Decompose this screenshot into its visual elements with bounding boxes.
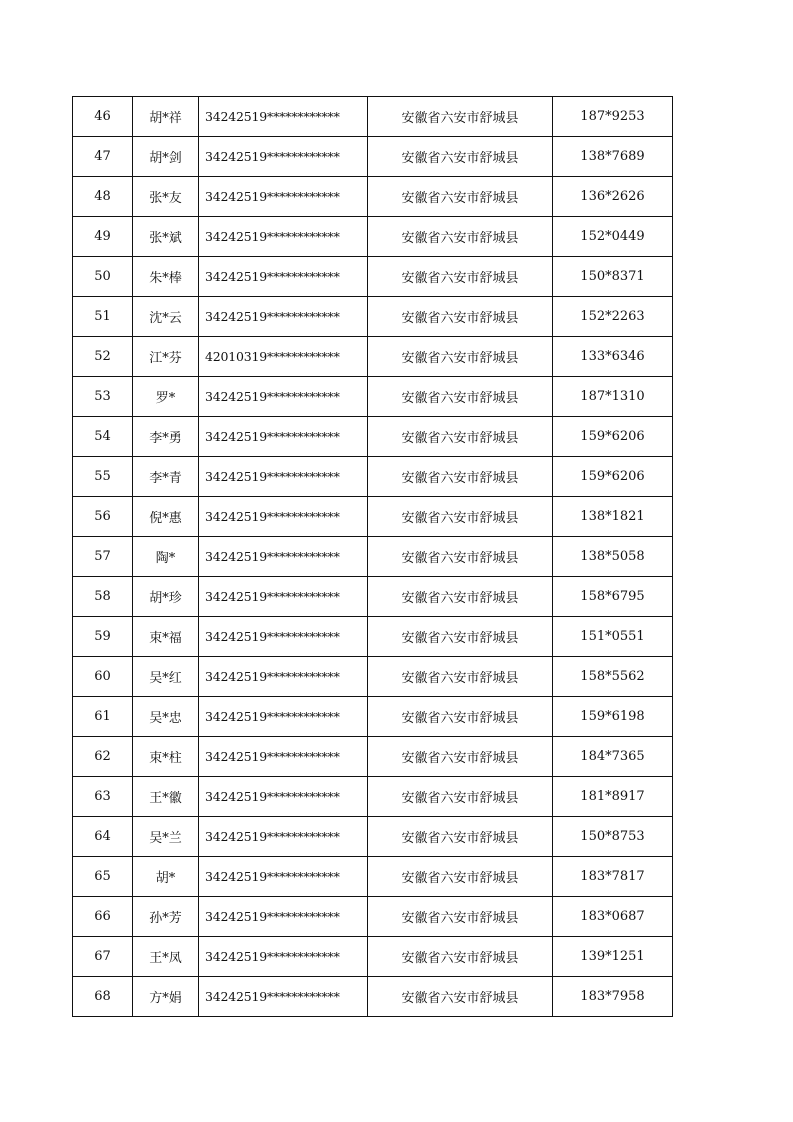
person-name: 孙*芳 [133,897,199,937]
address: 安徽省六安市舒城县 [368,777,553,817]
id-number: 34242519************ [199,417,368,457]
address: 安徽省六安市舒城县 [368,97,553,137]
row-number: 62 [73,737,133,777]
address: 安徽省六安市舒城县 [368,897,553,937]
phone-number: 152*2263 [553,297,673,337]
row-number: 61 [73,697,133,737]
address: 安徽省六安市舒城县 [368,937,553,977]
person-name: 胡*祥 [133,97,199,137]
address: 安徽省六安市舒城县 [368,977,553,1017]
person-name: 吴*兰 [133,817,199,857]
id-number: 34242519************ [199,657,368,697]
table-row [73,537,673,577]
table-row [73,217,673,257]
person-name: 罗* [133,377,199,417]
row-number: 50 [73,257,133,297]
address: 安徽省六安市舒城县 [368,817,553,857]
phone-number: 138*1821 [553,497,673,537]
row-number: 66 [73,897,133,937]
roster-body [73,97,673,1017]
row-number: 63 [73,777,133,817]
person-name: 方*娟 [133,977,199,1017]
id-number: 34242519************ [199,737,368,777]
address: 安徽省六安市舒城县 [368,857,553,897]
phone-number: 183*7958 [553,977,673,1017]
row-number: 57 [73,537,133,577]
phone-number: 138*5058 [553,537,673,577]
phone-number: 152*0449 [553,217,673,257]
row-number: 48 [73,177,133,217]
table-row [73,377,673,417]
row-number: 60 [73,657,133,697]
phone-number: 183*0687 [553,897,673,937]
person-name: 吴*红 [133,657,199,697]
table-row [73,337,673,377]
person-name: 李*青 [133,457,199,497]
row-number: 68 [73,977,133,1017]
row-number: 54 [73,417,133,457]
table-row [73,137,673,177]
id-number: 34242519************ [199,177,368,217]
id-number: 34242519************ [199,137,368,177]
row-number: 65 [73,857,133,897]
id-number: 42010319************ [199,337,368,377]
person-name: 朱*棒 [133,257,199,297]
row-number: 55 [73,457,133,497]
person-name: 束*福 [133,617,199,657]
id-number: 34242519************ [199,457,368,497]
table-row [73,177,673,217]
address: 安徽省六安市舒城县 [368,457,553,497]
person-name: 江*芬 [133,337,199,377]
address: 安徽省六安市舒城县 [368,737,553,777]
phone-number: 150*8371 [553,257,673,297]
phone-number: 187*1310 [553,377,673,417]
row-number: 52 [73,337,133,377]
person-name: 胡* [133,857,199,897]
table-row [73,257,673,297]
table-row [73,97,673,137]
address: 安徽省六安市舒城县 [368,617,553,657]
id-number: 34242519************ [199,217,368,257]
person-name: 张*友 [133,177,199,217]
person-name: 胡*珍 [133,577,199,617]
table-row [73,657,673,697]
table-row [73,697,673,737]
id-number: 34242519************ [199,537,368,577]
person-name: 陶* [133,537,199,577]
address: 安徽省六安市舒城县 [368,577,553,617]
address: 安徽省六安市舒城县 [368,377,553,417]
row-number: 49 [73,217,133,257]
phone-number: 133*6346 [553,337,673,377]
person-name: 吴*忠 [133,697,199,737]
table-row [73,457,673,497]
phone-number: 187*9253 [553,97,673,137]
phone-number: 138*7689 [553,137,673,177]
table-row [73,897,673,937]
person-name: 束*柱 [133,737,199,777]
table-row [73,977,673,1017]
phone-number: 139*1251 [553,937,673,977]
id-number: 34242519************ [199,377,368,417]
phone-number: 159*6206 [553,457,673,497]
person-name: 张*斌 [133,217,199,257]
id-number: 34242519************ [199,977,368,1017]
table-row [73,577,673,617]
phone-number: 183*7817 [553,857,673,897]
id-number: 34242519************ [199,297,368,337]
table-row [73,937,673,977]
table-row [73,857,673,897]
person-name: 胡*剑 [133,137,199,177]
row-number: 53 [73,377,133,417]
person-name: 王*徽 [133,777,199,817]
table-row [73,497,673,537]
phone-number: 184*7365 [553,737,673,777]
id-number: 34242519************ [199,617,368,657]
phone-number: 181*8917 [553,777,673,817]
address: 安徽省六安市舒城县 [368,177,553,217]
address: 安徽省六安市舒城县 [368,697,553,737]
row-number: 59 [73,617,133,657]
row-number: 46 [73,97,133,137]
address: 安徽省六安市舒城县 [368,337,553,377]
id-number: 34242519************ [199,777,368,817]
row-number: 64 [73,817,133,857]
address: 安徽省六安市舒城县 [368,297,553,337]
id-number: 34242519************ [199,697,368,737]
row-number: 51 [73,297,133,337]
id-number: 34242519************ [199,257,368,297]
table-row [73,617,673,657]
phone-number: 158*5562 [553,657,673,697]
row-number: 47 [73,137,133,177]
row-number: 56 [73,497,133,537]
address: 安徽省六安市舒城县 [368,537,553,577]
person-name: 李*勇 [133,417,199,457]
row-number: 58 [73,577,133,617]
phone-number: 158*6795 [553,577,673,617]
id-number: 34242519************ [199,817,368,857]
id-number: 34242519************ [199,497,368,537]
person-name: 倪*惠 [133,497,199,537]
phone-number: 159*6198 [553,697,673,737]
person-name: 沈*云 [133,297,199,337]
table-row [73,817,673,857]
row-number: 67 [73,937,133,977]
address: 安徽省六安市舒城县 [368,417,553,457]
id-number: 34242519************ [199,857,368,897]
phone-number: 150*8753 [553,817,673,857]
address: 安徽省六安市舒城县 [368,137,553,177]
id-number: 34242519************ [199,937,368,977]
table-row [73,777,673,817]
id-number: 34242519************ [199,897,368,937]
phone-number: 136*2626 [553,177,673,217]
table-row [73,737,673,777]
person-name: 王*凤 [133,937,199,977]
table-row [73,297,673,337]
id-number: 34242519************ [199,577,368,617]
phone-number: 159*6206 [553,417,673,457]
table-row [73,417,673,457]
id-number: 34242519************ [199,97,368,137]
address: 安徽省六安市舒城县 [368,497,553,537]
address: 安徽省六安市舒城县 [368,257,553,297]
phone-number: 151*0551 [553,617,673,657]
roster-table [72,96,673,1017]
address: 安徽省六安市舒城县 [368,217,553,257]
address: 安徽省六安市舒城县 [368,657,553,697]
